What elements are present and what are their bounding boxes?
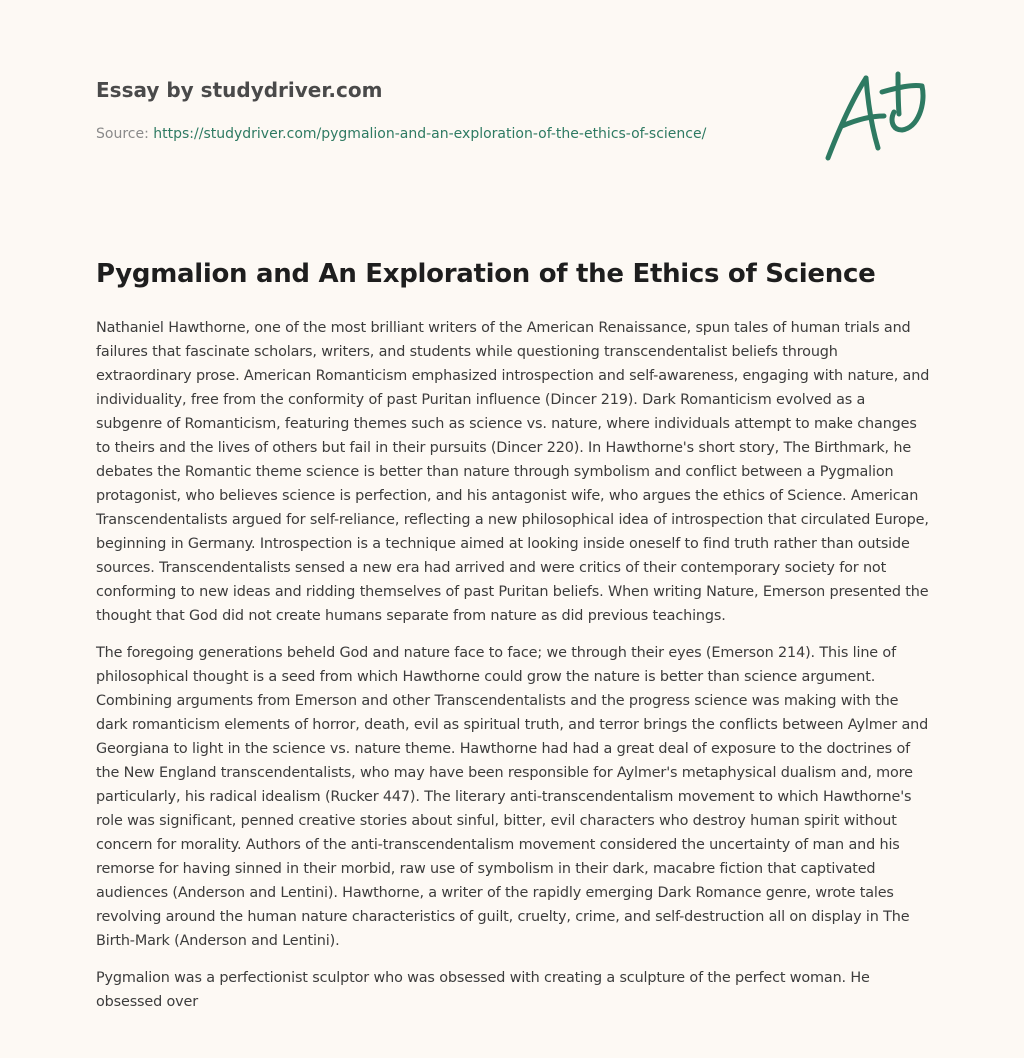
essay-paragraph: The foregoing generations beheld God and nature face to face; we through their eyes (Emerson 214). This line of philosophical thought is a seed from which Hawthorne could grow the nature is better than science argument. Combining arguments from Emerson and other Transcendentalists and the progress science was making with the dark romanticism elements of horror, death, evil as spiritual truth, and terror brings the conflicts between Aylmer and Georgiana to light in the science vs. nature theme. Hawthorne had had a great deal of exposure to the doctrines of the New England transcendentalists, who may have been responsible for Aylmer's metaphysical dualism and, more particularly, his radical idealism (Rucker 447). The literary anti-transcendentalism movement to which Hawthorne's role was significant, penned creative stories about sinful, bitter, evil characters who destroy human spirit without concern for morality. Authors of the anti-transcendentalism movement considered the uncertainty of man and his remorse for having sinned in their morbid, raw use of symbolism in their dark, macabre fiction that captivated audiences (Anderson and Lentini). Hawthorne, a writer of the rapidly emerging Dark Romance genre, wrote tales revolving around the human nature characteristics of guilt, cruelty, crime, and self-destruction all on display in The Birth-Mark (Anderson and Lentini). xyxy=(96,645,929,949)
brand-title: Essay by studydriver.com xyxy=(96,78,383,102)
essay-paragraph: Nathaniel Hawthorne, one of the most brilliant writers of the American Renaissance, spun tales of human trials and failures that fascinate scholars, writers, and students while questioning transcendentalist beliefs through extraordinary prose. American Romanticism emphasized introspection and self-awareness, engaging with nature, and individuality, free from the conformity of past Puritan influence (Dincer 219). Dark Romanticism evolved as a subgenre of Romanticism, featuring themes such as science vs. nature, where individuals attempt to make changes to theirs and the lives of others but fail in their pursuits (Dincer 220). In Hawthorne's short story, The Birthmark, he debates the Romantic theme science is better than nature through symbolism and conflict between a Pygmalion protagonist, who believes science is perfection, and his antagonist wife, who argues the ethics of Science. American Transcendentalists argued for self-reliance, reflecting a new philosophical idea of introspection that circulated Europe, beginning in Germany. Introspection is a technique aimed at looking inside oneself to find truth rather than outside sources. Transcendentalists sensed a new era had arrived and were critics of their contemporary society for not conforming to new ideas and ridding themselves of past Puritan beliefs. When writing Nature, Emerson presented the thought that God did not create humans separate from nature as did previous teachings. xyxy=(96,320,930,624)
essay-paragraph: Pygmalion was a perfectionist sculptor who was obsessed with creating a sculpture of the perfect woman. He obsessed over xyxy=(96,970,870,1010)
source-line xyxy=(96,124,816,144)
a-plus-logo-icon xyxy=(818,64,928,164)
essay-header xyxy=(96,76,816,144)
source-link[interactable]: https://studydriver.com/pygmalion-and-an-exploration-of-the-ethics-of-science/ xyxy=(153,126,707,142)
source-label: Source: xyxy=(96,126,154,142)
essay-article xyxy=(96,254,932,1027)
essay-title: Pygmalion and An Exploration of the Ethics of Science xyxy=(96,259,876,289)
